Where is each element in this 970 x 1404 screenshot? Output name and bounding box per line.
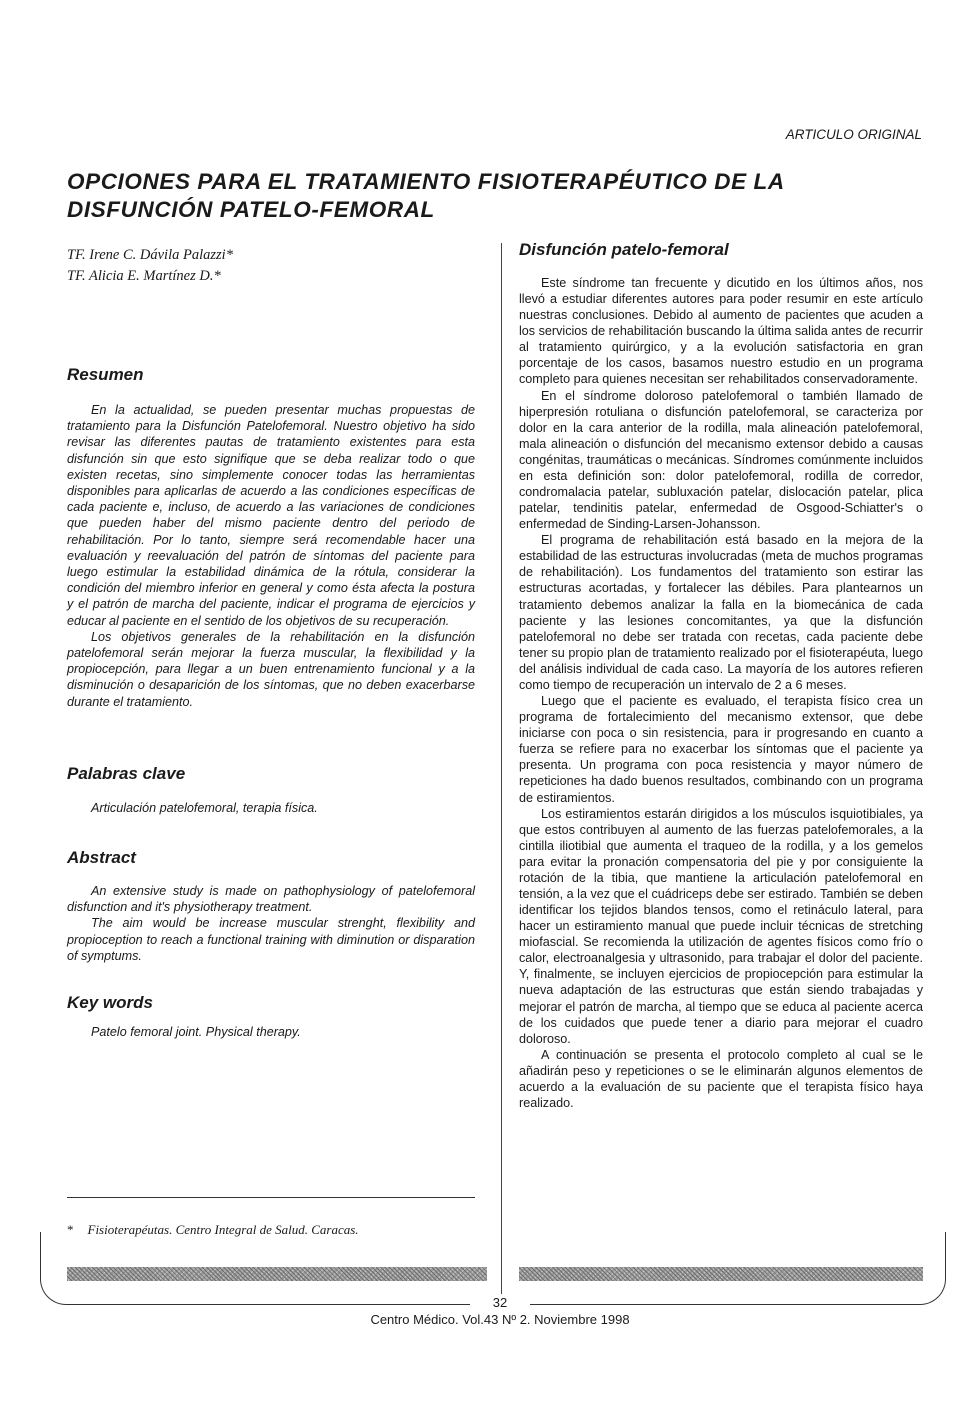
palabras-clave-text: Articulación patelofemoral, terapia física. <box>91 801 318 815</box>
abstract-body <box>67 883 475 964</box>
page-number: 32 <box>492 1295 508 1310</box>
body-paragraph: Este síndrome tan frecuente y dicutido en los últimos años, nos llevó a estudiar diferentes autores para poder resumir en este artículo nuestras conclusiones. Debido al aumento de pacientes que acuden a los servicios de rehabilitación buscando la última salida antes de recurrir al tratamiento quirúrgico, y a la evolución satisfactoria en gran porcentaje de los casos, basamos nuestro estudio en un programa completo para quienes necesitan ser rehabilitados conservadoramente. <box>519 276 923 387</box>
body-paragraph: A continuación se presenta el protocolo completo al cual se le añadirán peso y repeticiones o se le eliminarán algunos elementos de acuerdo a la evaluación de su paciente que el terapista físico haya realizado. <box>519 1047 923 1110</box>
abstract-paragraph: The aim would be increase muscular strenght, flexibility and propioception to reach a functional training with diminution or disparation of symptums. <box>67 916 475 963</box>
palabras-clave-heading: Palabras clave <box>67 764 186 783</box>
resumen-heading: Resumen <box>67 365 144 384</box>
body-paragraph: Los estiramientos estarán dirigidos a los músculos isquiotibiales, ya que estos contribuyen al aumento de las fuerzas patelofemorales, a la cintilla iliotibial que aumenta el traqueo de la rodilla, y a los gemelos para evitar la pronación compensatoria del pie y por consiguiente la rotación de la tibia, que mantiene la articulación patelofemoral en tensión, a la vez que el cuádriceps debe ser estirado. También se deben identificar los tejidos blandos tensos, como el retináculo lateral, para hacer un estiramiento manual que puede incluir técnicas de stretching miofascial. Se recomienda la utilización de agentes físicos como frío o calor, electroanalgesia y ultrasonido, para trabajar el dolor del paciente. Y, finalmente, se incluyen ejercicios de propiocepción para estimular la nueva adaptación de las estructuras que están siendo trabajadas y mejorar el patrón de marcha, al tiempo que se educa al paciente acerca de los cuidados que puede tener a diario para mejorar el cuadro doloroso. <box>519 806 923 1046</box>
disfuncion-body <box>519 275 923 1111</box>
disfuncion-heading: Disfunción patelo-femoral <box>519 240 729 259</box>
footnote-marker: * <box>67 1222 74 1237</box>
body-paragraph: Luego que el paciente es evaluado, el terapista físico crea un programa de fortalecimiento del mecanismo extensor, que debe iniciarse con poca o sin resistencia, para ir progresando en cuanto a fuerza se refiere para no exacerbar los síntomas que el paciente ya presenta. Un programa con poca resistencia y mayor número de repeticiones ha dado buenos resultados, combinando con un programa de estiramientos. <box>519 694 923 805</box>
resumen-paragraph: En la actualidad, se pueden presentar muchas propuestas de tratamiento para la Disfunción Patelofemoral. Nuestro objetivo ha sido revisar las diferentes pautas de tratamiento existentes para esta disfunción sin que esto signifique que se deba realizar todo o que existen recetas, sino simplemente conocer todas las herramientas disponibles para aplicarlas de acuerdo a las condiciones específicas de cada paciente e, incluso, de acuerdo a las variaciones de condiciones que pueden haber del mismo paciente dentro del periodo de rehabilitación. Por lo tanto, siempre será recomendable hacer una evaluación y reevaluación del patrón de síntomas del paciente para luego estimular la estabilidad dinámica de la rótula, considerar la condición del miembro inferior en general y como ésta afecta la postura y el patrón de marcha del paciente, indicar el programa de ejercicios y educar al paciente en el sentido de los objetivos de su recuperación. <box>67 403 475 628</box>
body-paragraph: En el síndrome doloroso patelofemoral o también llamado de hiperpresión rotuliana o disfunción patelofemoral, se caracteriza por dolor en la cara anterior de la rodilla, mala alineación patelofemoral, mala alineación o disfunción del mecanismo extensor debido a causas congénitas, traumáticas o mecánicas. Síndromes comúnmente incluidos en esta definición son: dolor patelofemoral, rodilla de corredor, condromalacia patelar, subluxación patelar, dislocación patelar, plica patelar, tendinitis patelar, enfermedad de Osgood-Schiatter's o enfermedad de Sinding-Larsen-Johansson. <box>519 388 923 532</box>
resumen-body <box>67 402 475 710</box>
footnote-rule <box>67 1197 475 1198</box>
author: TF. Irene C. Dávila Palazzi* <box>67 247 233 263</box>
resumen-paragraph: Los objetivos generales de la rehabilitación en la disfunción patelofemoral serán mejorar la fuerza muscular, la flexibilidad y la propiocepción, para llegar a un buen entrenamiento funcional y a la disminución o desaparición de los síntomas, que no deben exacerbarse durante el tratamiento. <box>67 629 475 709</box>
key-words-text: Patelo femoral joint. Physical therapy. <box>91 1025 301 1039</box>
section-label: ARTICULO ORIGINAL <box>785 127 922 142</box>
key-words-body <box>67 1024 475 1040</box>
palabras-clave-body <box>67 800 475 816</box>
article-title: OPCIONES PARA EL TRATAMIENTO FISIOTERAPÉUTICO DE LA DISFUNCIÓN PATELO-FEMORAL <box>67 169 784 222</box>
abstract-heading: Abstract <box>67 848 136 867</box>
abstract-paragraph: An extensive study is made on pathophysiology of patelofemoral disfunction and it's physiotherapy treatment. <box>67 884 475 915</box>
footnote-text: Fisioterapéutas. Centro Integral de Salud. Caracas. <box>87 1222 359 1237</box>
author-list <box>67 245 427 287</box>
journal-citation: Centro Médico. Vol.43 Nº 2. Noviembre 1998 <box>370 1312 630 1327</box>
column-divider <box>501 243 502 1306</box>
author: TF. Alicia E. Martínez D.* <box>67 268 221 284</box>
body-paragraph: El programa de rehabilitación está basado en la mejora de la estabilidad de las estructuras involucradas (meta de muchos programas de rehabilitación). Los fundamentos del tratamiento son estirar las estructuras acortadas, y fortalecer las débiles. Para plantearnos un tratamiento debemos analizar la falla en la biomecánica de cada paciente y las lesiones concomitantes, ya que la disfunción patelofemoral no debe ser tratada con recetas, cada paciente debe tener su propio plan de tratamiento realizado por el fisioterapéuta, luego del análisis individual de cada caso. La mayoría de los autores refieren como tiempo de recuperación un intervalo de 2 a 6 meses. <box>519 533 923 692</box>
key-words-heading: Key words <box>67 993 153 1012</box>
